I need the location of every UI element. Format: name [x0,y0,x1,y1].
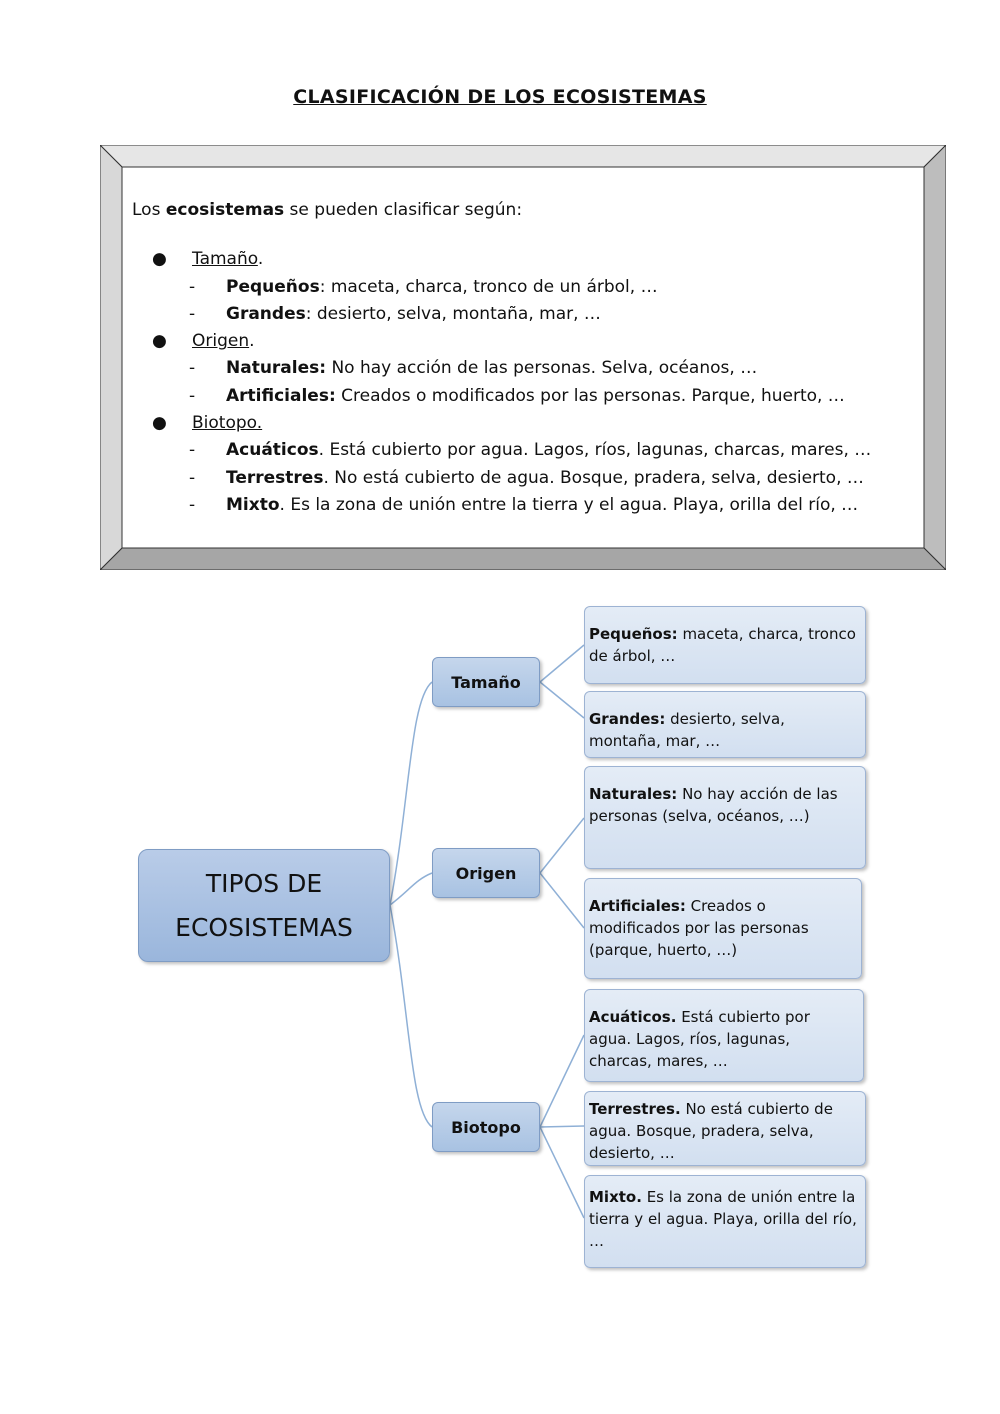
leaf-natural: Naturales: No hay acción de las personas (selva, océanos, …) [584,766,866,869]
category-origin: ● Origen. [152,331,255,352]
node-size: Tamaño [432,657,540,707]
node-origin: Origen [432,848,540,898]
list-item: - Mixto. Es la zona de unión entre la tierra y el agua. Playa, orilla del río, … [189,494,859,515]
list-item: - Pequeños: maceta, charca, tronco de un árbol, … [189,276,658,297]
intro-text: Los ecosistemas se pueden clasificar según: [132,200,523,220]
node-biotope: Biotopo [432,1102,540,1152]
page-title: CLASIFICACIÓN DE LOS ECOSISTEMAS [293,86,707,108]
list-item: - Acuáticos. Está cubierto por agua. Lagos, ríos, lagunas, charcas, mares, … [189,440,872,461]
category-biotope: ● Biotopo. [152,413,263,434]
leaf-aquatic: Acuáticos. Está cubierto por agua. Lagos, ríos, lagunas, charcas, mares, … [584,989,864,1082]
leaf-mixed: Mixto. Es la zona de unión entre la tierra y el agua. Playa, orilla del río, … [584,1175,866,1268]
leaf-small: Pequeños: maceta, charca, tronco de árbol, … [584,606,866,684]
list-item: - Artificiales: Creados o modificados por las personas. Parque, huerto, … [189,385,845,406]
ecosystem-mind-map [0,590,1000,1290]
leaf-artificial: Artificiales: Creados o modificados por las personas (parque, huerto, …) [584,878,862,979]
category-size: ● Tamaño. [152,249,264,270]
root-node: TIPOS DE ECOSISTEMAS [138,849,390,962]
list-item: - Naturales: No hay acción de las personas. Selva, océanos, … [189,358,758,379]
list-item: - Grandes: desierto, selva, montaña, mar, … [189,303,601,324]
classification-frame [100,145,946,570]
leaf-large: Grandes: desierto, selva, montaña, mar, … [584,691,866,758]
leaf-terrestrial: Terrestres. No está cubierto de agua. Bosque, pradera, selva, desierto, … [584,1091,866,1166]
list-item: - Terrestres. No está cubierto de agua. Bosque, pradera, selva, desierto, … [189,467,864,488]
